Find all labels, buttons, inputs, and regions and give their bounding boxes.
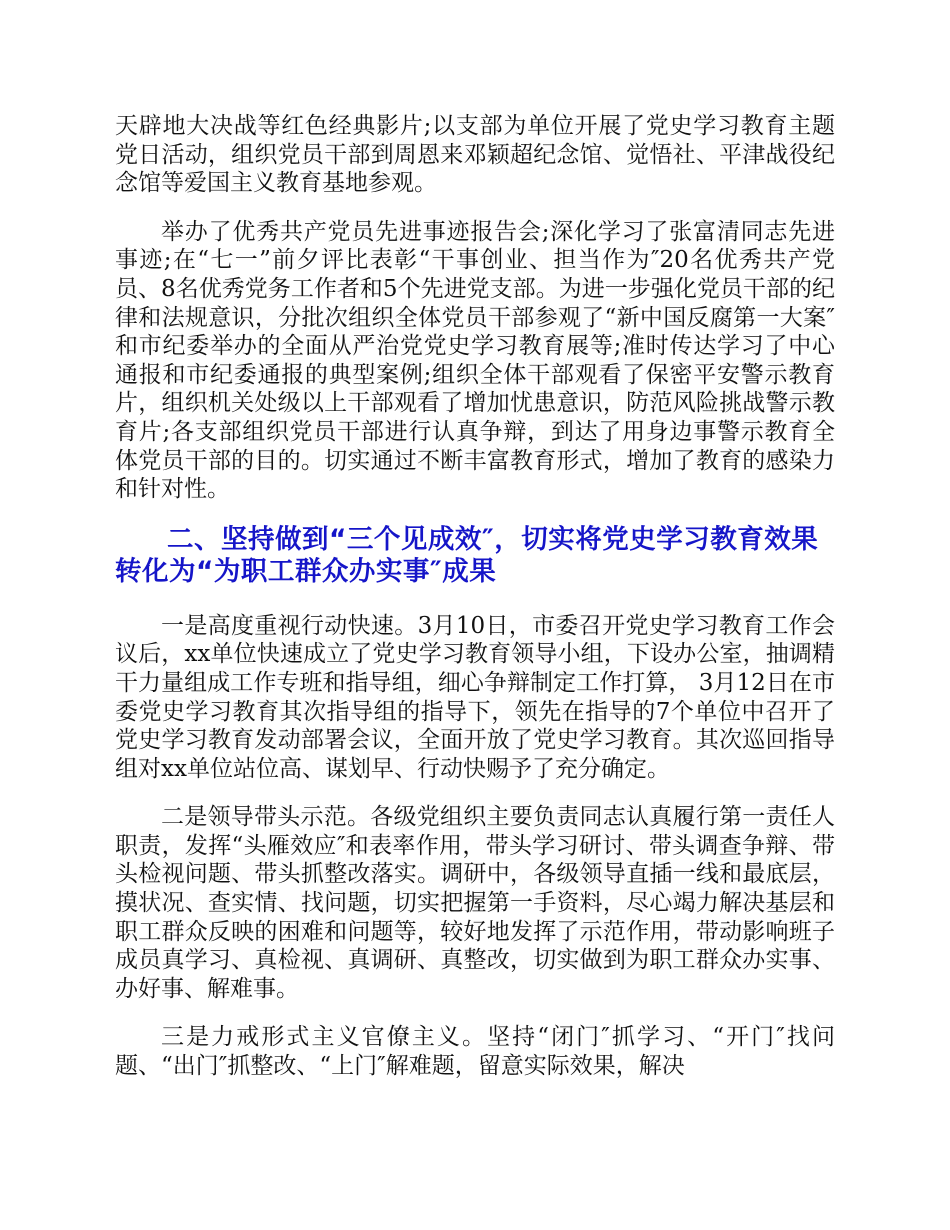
document-page [115,112,835,1101]
section-heading: 二、坚持做到“三个见成效″，切实将党史学习教育效果转化为“为职工群众办实事″成果 [115,523,819,587]
body-paragraph: 三是力戒形式主义官僚主义。坚持“闭门″抓学习、“开门″找问题、“出门″抓整改、“上门″解难题，留意实际效果，解决 [115,1024,835,1080]
body-paragraph: 天辟地大决战等红色经典影片;以支部为单位开展了党史学习教育主题党日活动，组织党员干部到周恩来邓颖超纪念馆、觉悟社、平津战役纪念馆等爱国主义教育基地参观。 [115,113,835,197]
body-paragraph: 二是领导带头示范。各级党组织主要负责同志认真履行第一责任人职责，发挥“头雁效应″和表率作用，带头学习研讨、带头调查争辩、带头检视问题、带头抓整改落实。调研中，各级领导直插一线和最底层，摸状况、查实情、找问题，切实把握第一手资料，尽心竭力解决基层和职工群众反映的困难和问题等，较好地发挥了示范作用，带动影响班子成员真学习、真检视、真调研、真整改，切实做到为职工群众办实事、办好事、解难事。 [115,804,835,1002]
body-paragraph: 一是高度重视行动快速。3月10日，市委召开党史学习教育工作会议后，xx单位快速成立了党史学习教育领导小组，下设办公室，抽调精干力量组成工作专班和指导组，细心争辩制定工作打算， 3月12日在市委党史学习教育其次指导组的指导下，领先在指导的7个单位中召开了党史学习教育发动部署会议，全面开放了党史学习教育。其次巡回指导组对xx单位站位高、谋划早、行动快赐予了充分确定。 [115,612,835,782]
body-paragraph: 举办了优秀共产党员先进事迹报告会;深化学习了张富清同志先进事迹;在“七一”前夕评比表彰“干事创业、担当作为″20名优秀共产党员、8名优秀党务工作者和5个先进党支部。为进一步强化党员干部的纪律和法规意识，分批次组织全体党员干部参观了“新中国反腐第一大案″和市纪委举办的全面从严治党党史学习教育展等;准时传达学习了中心通报和市纪委通报的典型案例;组织全体干部观看了保密平安警示教育片，组织机关处级以上干部观看了增加忧患意识，防范风险挑战警示教育片;各支部组织党员干部进行认真争辩，到达了用身边事警示教育全体党员干部的目的。切实通过不断丰富教育形式，增加了教育的感染力和针对性。 [115,218,835,503]
